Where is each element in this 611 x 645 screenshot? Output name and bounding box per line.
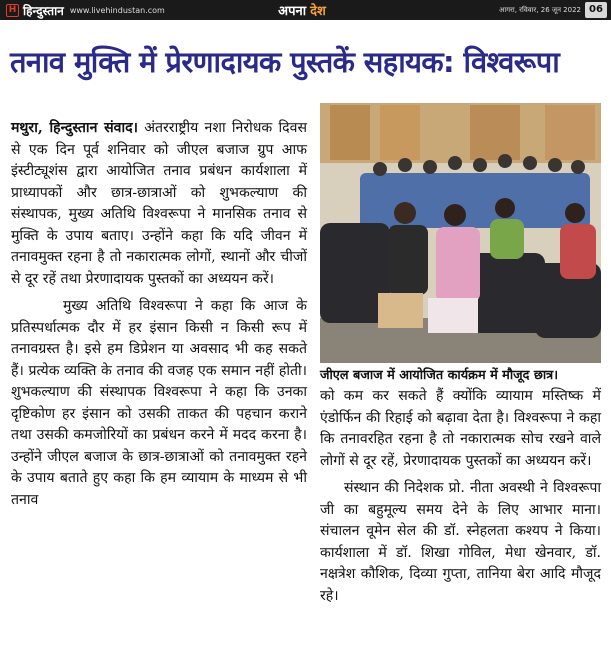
section-label (232, 0, 372, 20)
article-headline: तनाव मुक्ति में प्रेरणादायक पुस्तकें सहायक: विश्वरूपा (10, 45, 560, 79)
article-paragraph-3: को कम कर सकते हैं क्योंकि व्यायाम मस्तिष्क में एंडोर्फिन की रिहाई को बढ़ावा देता है। विश्वरूपा ने कहा कि तनावरहित रहना है तो नकारात्मक सोच रखने वाले लोगों से दूर रहें, प्रेरणादायक पुस्तकों का अध्ययन करें। (320, 388, 601, 469)
photo-caption: जीएल बजाज में आयोजित कार्यक्रम में मौजूद छात्र। (320, 368, 559, 383)
article-column-right (320, 386, 601, 613)
masthead-brand (0, 0, 230, 20)
edition-date: आगरा, रविवार, 26 जून 2022 (498, 6, 581, 14)
paper-name: हिन्दुस्तान (23, 3, 64, 18)
page-number: 06 (585, 2, 607, 18)
article-paragraph-4: संस्थान की निदेशक प्रो. नीता अवस्थी ने विश्वरूपा जी का बहुमूल्य समय देने के लिए आभार माना। संचालन वूमेन सेल की डॉ. स्नेहलता कश्यप ने किया। कार्यशाला में डॉ. शिखा गोविल, मेधा खेनवार, डॉ. नक्षत्रेश कौशिक, दिव्या गुप्ता, तानिया बेरा आदि मौजूद रहे। (320, 480, 601, 604)
newspaper-logo-icon: H (6, 4, 19, 17)
section-label-part1: अपना (278, 4, 307, 19)
article-dateline: मथुरा, हिन्दुस्तान संवाद। (11, 120, 138, 136)
paper-url: www.livehindustan.com (69, 5, 165, 15)
event-photo-illustration (320, 103, 601, 363)
article-paragraph-2: मुख्य अतिथि विश्वरूपा ने कहा कि आज के प्रतिस्पर्धात्मक दौर में हर इंसान किसी न किसी रूप में तनावग्रस्त है। इसे हम डिप्रेशन या अवसाद भी कह सकते हैं। प्रत्येक व्यक्ति के तनाव की वजह एक समान नहीं होती। शुभकल्याण की संस्थापक विश्वरूपा ने कहा कि उनका दृष्टिकोण हर इंसान को उसकी ताकत की पहचान कराने तथा उसकी कमजोरियों का प्रबंधन करने में मदद करना है। उन्होंने जीएल बजाज के छात्र-छात्राओं को तनावमुक्त रहने के उपाय बताते हुए कहा कि हम व्यायाम के माध्यम से भी तनाव (11, 298, 307, 508)
article-column-left (11, 118, 307, 517)
article-paragraph-1-text: अंतरराष्ट्रीय नशा निरोधक दिवस से एक दिन पूर्व शनिवार को जीएल बजाज ग्रुप आफ इंस्टीट्यूशंस द्वारा आयोजित तनाव प्रबंधन कार्यशाला में प्राध्यापकों और छात्र-छात्राओं को शुभकल्याण की संस्थापक, मुख्य अतिथि विश्वरूपा ने मानसिक तनाव से मुक्ति के उपाय बताए। उन्होंने कहा कि यदि जीवन में तनावमुक्त रहना है तो नकारात्मक लोगों, स्थानों और चीजों से दूर रहें तथा प्रेरणादायक पुस्तकों का अध्ययन करें। (11, 120, 308, 287)
section-label-part2: देश (310, 4, 326, 19)
article-paragraph-1 (11, 118, 307, 290)
event-photo (320, 103, 601, 363)
